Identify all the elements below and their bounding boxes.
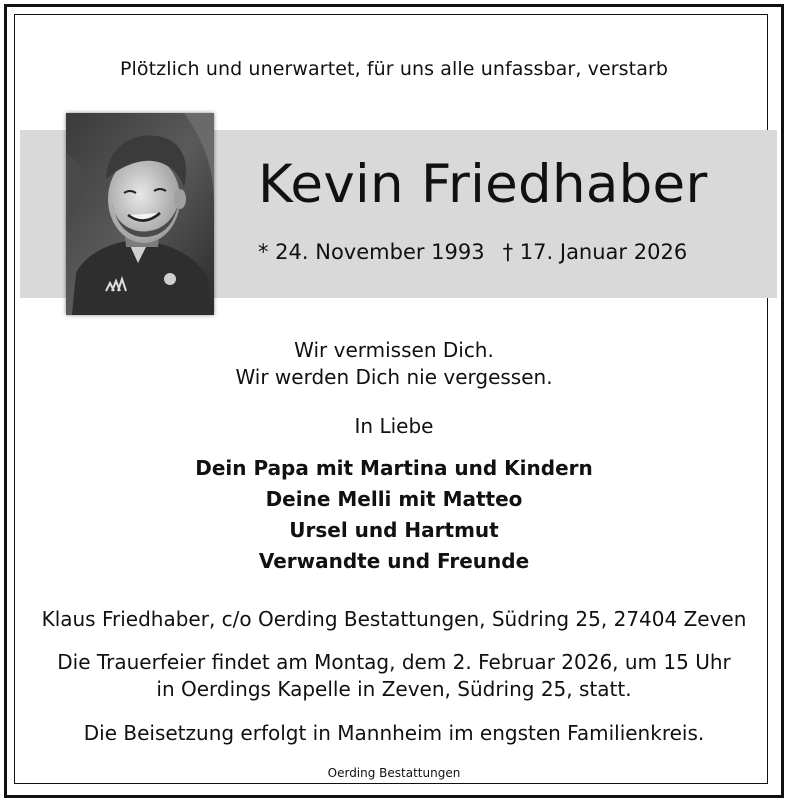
ceremony-line-1: Die Trauerfeier findet am Montag, dem 2. Februar 2026, um 15 Uhr (57, 650, 731, 674)
ceremony-line-2: in Oerdings Kapelle in Zeven, Südring 25, statt. (156, 677, 632, 701)
portrait-illustration (66, 113, 214, 315)
intro-text: Plötzlich und unerwartet, für uns alle unfassbar, verstarb (119, 58, 669, 80)
portrait-photo (66, 113, 214, 315)
burial-info: Die Beisetzung erfolgt in Mannheim im engsten Familienkreis. (83, 721, 705, 745)
deceased-name: Kevin Friedhaber (258, 154, 708, 215)
death-date: † 17. Januar 2026 (502, 240, 688, 264)
life-dates (258, 240, 687, 264)
birth-date: * 24. November 1993 (258, 240, 485, 264)
message-line-2: Wir werden Dich nie vergessen. (235, 365, 553, 389)
family-line: Ursel und Hartmut (289, 518, 499, 542)
family-line: Verwandte und Freunde (258, 549, 530, 573)
message-line-1: Wir vermissen Dich. (294, 338, 494, 362)
undertaker-credit: Oerding Bestattungen (327, 766, 461, 780)
closing-text: In Liebe (354, 414, 434, 438)
family-line: Dein Papa mit Martina und Kindern (195, 456, 593, 480)
contact-address: Klaus Friedhaber, c/o Oerding Bestattungen, Südring 25, 27404 Zeven (41, 607, 747, 631)
family-line: Deine Melli mit Matteo (265, 487, 523, 511)
